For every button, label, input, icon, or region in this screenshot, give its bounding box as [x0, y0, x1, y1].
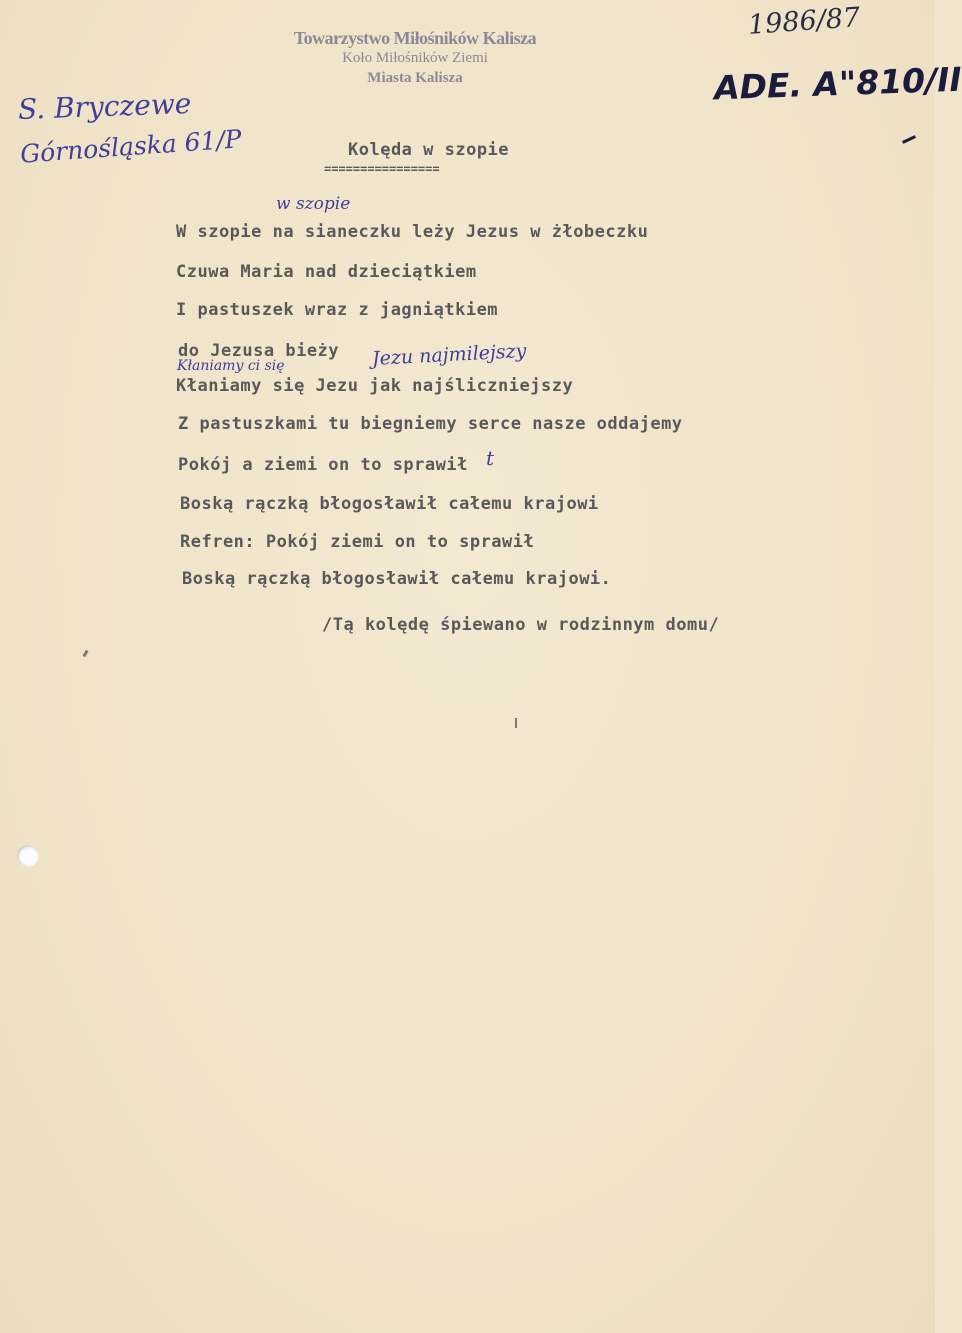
poem-line-9: Refren: Pokój ziemi on to sprawił [180, 532, 535, 552]
poem-title-underline: ================ [324, 162, 440, 176]
poem-line-8: Boską rączką błogosławił całemu krajowi [180, 494, 599, 514]
punch-hole [17, 845, 39, 867]
ink-mark [82, 650, 88, 658]
poem-line-3: I pastuszek wraz z jagniątkiem [176, 300, 499, 320]
archive-signature-dash [902, 135, 916, 144]
ink-mark [515, 718, 517, 728]
correction-w-szopie: w szopie [276, 194, 351, 214]
correction-jezu: Jezu najmilejszy [371, 339, 527, 371]
footnote: /Tą kolędę śpiewano w rodzinnym domu/ [322, 615, 720, 635]
poem-line-1: W szopie na sianeczku leży Jezus w żłobeczku [176, 222, 649, 242]
poem-line-10: Boską rączką błogosławił całemu krajowi. [182, 569, 612, 589]
author-name: S. Bryczewe [17, 86, 192, 127]
poem-line-2: Czuwa Maria nad dzieciątkiem [176, 262, 477, 282]
archive-year: 1986/87 [747, 2, 862, 41]
correction-klaniamy: Kłaniamy ci się [177, 358, 285, 374]
poem-line-5: Kłaniamy się Jezu jak najśliczniejszy [176, 376, 574, 396]
stamp-line-2: Koło Miłośników Ziemi [342, 50, 488, 66]
stamp-line-1: Towarzystwo Miłośników Kalisza [293, 28, 537, 48]
society-stamp [280, 28, 550, 88]
poem-line-6: Z pastuszkami tu biegniemy serce nasze oddajemy [178, 414, 683, 434]
poem-line-7: Pokój a ziemi on to sprawił [178, 455, 468, 475]
archive-signature: ADE. A"810/II [713, 59, 962, 108]
author-address: Górnośląska 61/P [19, 124, 243, 169]
poem-title: Kolęda w szopie [348, 140, 510, 160]
correction-sprawil: t [486, 446, 495, 470]
stamp-line-3: Miasta Kalisza [367, 70, 463, 86]
poem-line-4: do Jezusa bieży [178, 341, 340, 361]
